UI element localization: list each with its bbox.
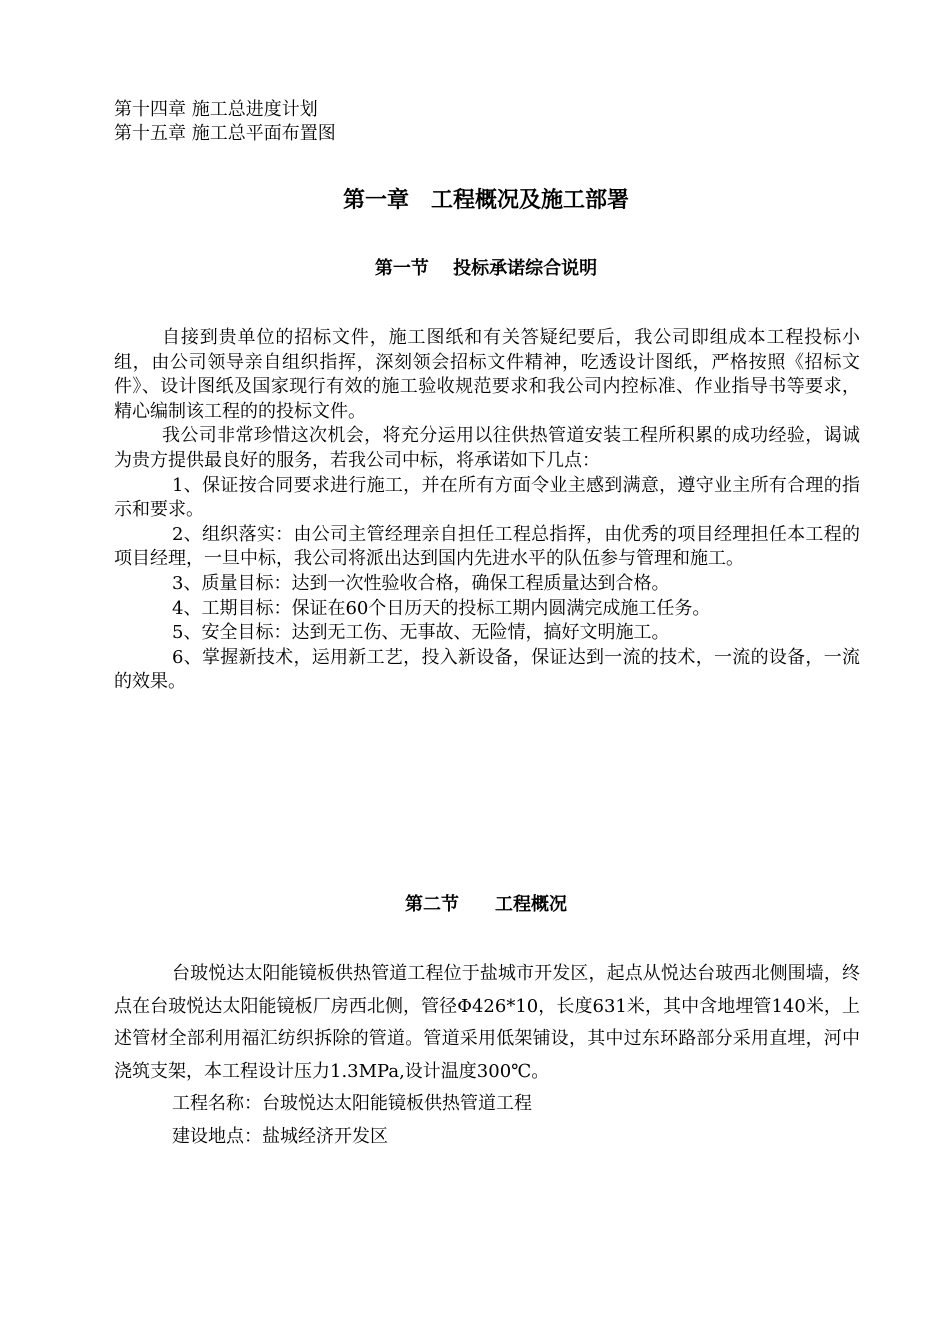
commitment-item: 4、工期目标：保证在60个日历天的投标工期内圆满完成施工任务。	[172, 597, 711, 619]
chapter-1-title: 第一章 工程概况及施工部署	[342, 188, 629, 213]
section-1-body	[114, 326, 860, 695]
commitment-item: 3、质量目标：达到一次性验收合格，确保工程质量达到合格。	[172, 572, 670, 594]
toc-item-chapter-14[interactable]: 第十四章 施工总进度计划	[114, 99, 318, 120]
project-name: 工程名称：台玻悦达太阳能镜板供热管道工程	[172, 1093, 532, 1114]
section-2-title: 第二节 工程概况	[405, 894, 567, 915]
table-of-contents	[114, 98, 336, 146]
commitment-item: 6、掌握新技术，运用新工艺，投入新设备，保证达到一流的技术，一流的设备，一流的效果。	[114, 646, 860, 693]
toc-item-chapter-15[interactable]: 第十五章 施工总平面布置图	[114, 123, 336, 144]
project-location: 建设地点：盐城经济开发区	[172, 1125, 388, 1147]
commitment-item: 2、组织落实：由公司主管经理亲自担任工程总指挥，由优秀的项目经理担任本工程的项目经理，一旦中标，我公司将派出达到国内先进水平的队伍参与管理和施工。	[114, 523, 860, 570]
section-2-body	[114, 958, 860, 1153]
commitment-item: 5、安全目标：达到无工伤、无事故、无险情，搞好文明施工。	[172, 622, 670, 644]
project-description: 台玻悦达太阳能镜板供热管道工程位于盐城市开发区，起点从悦达台玻西北侧围墙，终点在台玻悦达太阳能镜板厂房西北侧，管径Φ426*10，长度631米，其中含地埋管140米，上述管材全部利用福汇纺织拆除的管道。管道采用低架铺设，其中过东环路部分采用直埋，河中浇筑支架，本工程设计压力1.3MPa,设计温度300℃。	[114, 963, 860, 1082]
paragraph: 自接到贵单位的招标文件，施工图纸和有关答疑纪要后，我公司即组成本工程投标小组，由公司领导亲自组织指挥，深刻领会招标文件精神，吃透设计图纸，严格按照《招标文件》、设计图纸及国家现行有效的施工验收规范要求和我公司内控标准、作业指导书等要求，精心编制该工程的的投标文件。	[114, 327, 860, 422]
paragraph: 我公司非常珍惜这次机会，将充分运用以往供热管道安装工程所积累的成功经验，谒诚为贵方提供最良好的服务，若我公司中标，将承诺如下几点：	[114, 425, 860, 471]
section-1-title: 第一节 投标承诺综合说明	[374, 258, 598, 279]
commitment-item: 1、保证按合同要求进行施工，并在所有方面令业主感到满意，遵守业主所有合理的指示和要求。	[114, 474, 860, 521]
